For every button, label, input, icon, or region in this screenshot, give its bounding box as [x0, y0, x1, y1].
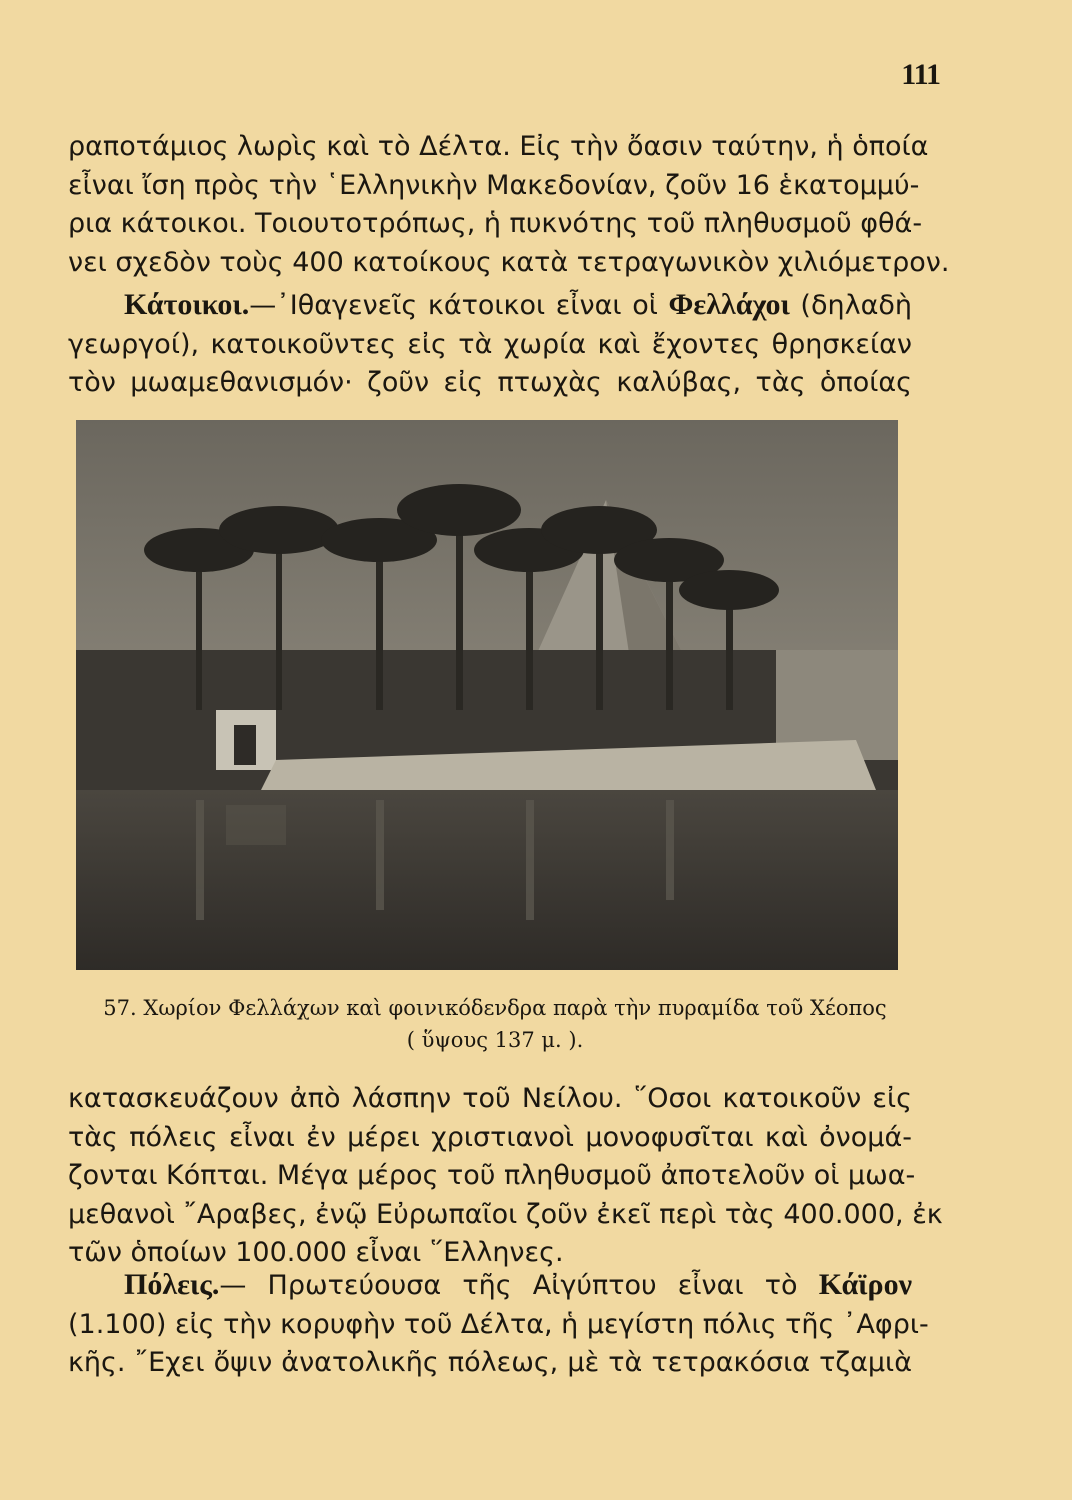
text-segment: — Πρωτεύουσα τῆς Αἰγύπτου εἶναι τὸ	[219, 1270, 819, 1301]
text-line: τὰς πόλεις εἶναι ἐν μέρει χριστιανοὶ μονοφυσῖται καὶ ὀνομά-	[68, 1121, 912, 1153]
term-cairo: Κάϊρον	[818, 1268, 912, 1301]
text-line: νει σχεδὸν τοὺς 400 κατοίκους κατὰ τετραγωνικὸν χιλιόμετρον.	[68, 246, 950, 278]
text-line: μεθανοὶ ῎Αραβες, ἐνῷ Εὐρωπαῖοι ζοῦν ἐκεῖ περὶ τὰς 400.000, ἐκ	[68, 1198, 943, 1230]
paragraph-inhabitants	[68, 286, 912, 403]
text-line	[68, 286, 912, 326]
text-segment: (δηλαδὴ	[789, 290, 912, 321]
photo-village-palms-pyramid	[76, 420, 898, 970]
page-number: 111	[901, 58, 940, 91]
section-heading-inhabitants: Κάτοικοι.	[124, 288, 250, 321]
figure-caption	[60, 992, 930, 1056]
text-line: τὸν μωαμεθανισμόν· ζοῦν εἰς πτωχὰς καλύβας, τὰς ὁποίας	[68, 367, 912, 398]
text-line: κατασκευάζουν ἀπὸ λάσπην τοῦ Νείλου. ῞Οσοι κατοικοῦν εἰς	[68, 1083, 912, 1114]
caption-line: 57. Χωρίον Φελλάχων καὶ φοινικόδενδρα παρὰ τὴν πυραμίδα τοῦ Χέοπος	[103, 996, 887, 1020]
text-line: ραποτάμιος λωρὶς καὶ τὸ Δέλτα. Εἰς τὴν ὄασιν ταύτην, ἡ ὁποία	[68, 131, 929, 162]
text-line: ρια κάτοικοι. Τοιουτοτρόπως, ἡ πυκνότης τοῦ πληθυσμοῦ φθά-	[68, 208, 923, 239]
text-segment: —᾿Ιθαγενεῖς κάτοικοι εἶναι οἱ	[249, 290, 669, 321]
term-fellahs: Φελλάχοι	[668, 288, 790, 321]
paragraph-3	[68, 1080, 943, 1273]
paragraph-1	[68, 128, 950, 282]
text-line: γεωργοί), κατοικοῦντες εἰς τὰ χωρία καὶ ἔχοντες θρησκείαν	[68, 328, 912, 360]
text-line: τῶν ὁποίων 100.000 εἶναι ῞Ελληνες.	[68, 1237, 564, 1268]
text-line: κῆς. ῎Εχει ὄψιν ἀνατολικῆς πόλεως, μὲ τὰ τετρακόσια τζαμιὰ	[68, 1347, 912, 1378]
text-line	[68, 1266, 912, 1306]
paragraph-cities	[68, 1266, 929, 1383]
text-line: (1.100) εἰς τὴν κορυφὴν τοῦ Δέλτα, ἡ μεγίστη πόλις τῆς ᾿Αφρι-	[68, 1308, 929, 1340]
figure-photo	[76, 420, 898, 970]
text-line: εἶναι ἴση πρὸς τὴν ῾Ελληνικὴν Μακεδονίαν, ζοῦν 16 ἑκατομμύ-	[68, 169, 920, 201]
caption-line: ( ὕψους 137 μ. ).	[406, 1028, 584, 1052]
section-heading-cities: Πόλεις.	[124, 1268, 220, 1301]
text-line: ζονται Κόπται. Μέγα μέρος τοῦ πληθυσμοῦ ἀποτελοῦν οἱ μωα-	[68, 1160, 916, 1191]
